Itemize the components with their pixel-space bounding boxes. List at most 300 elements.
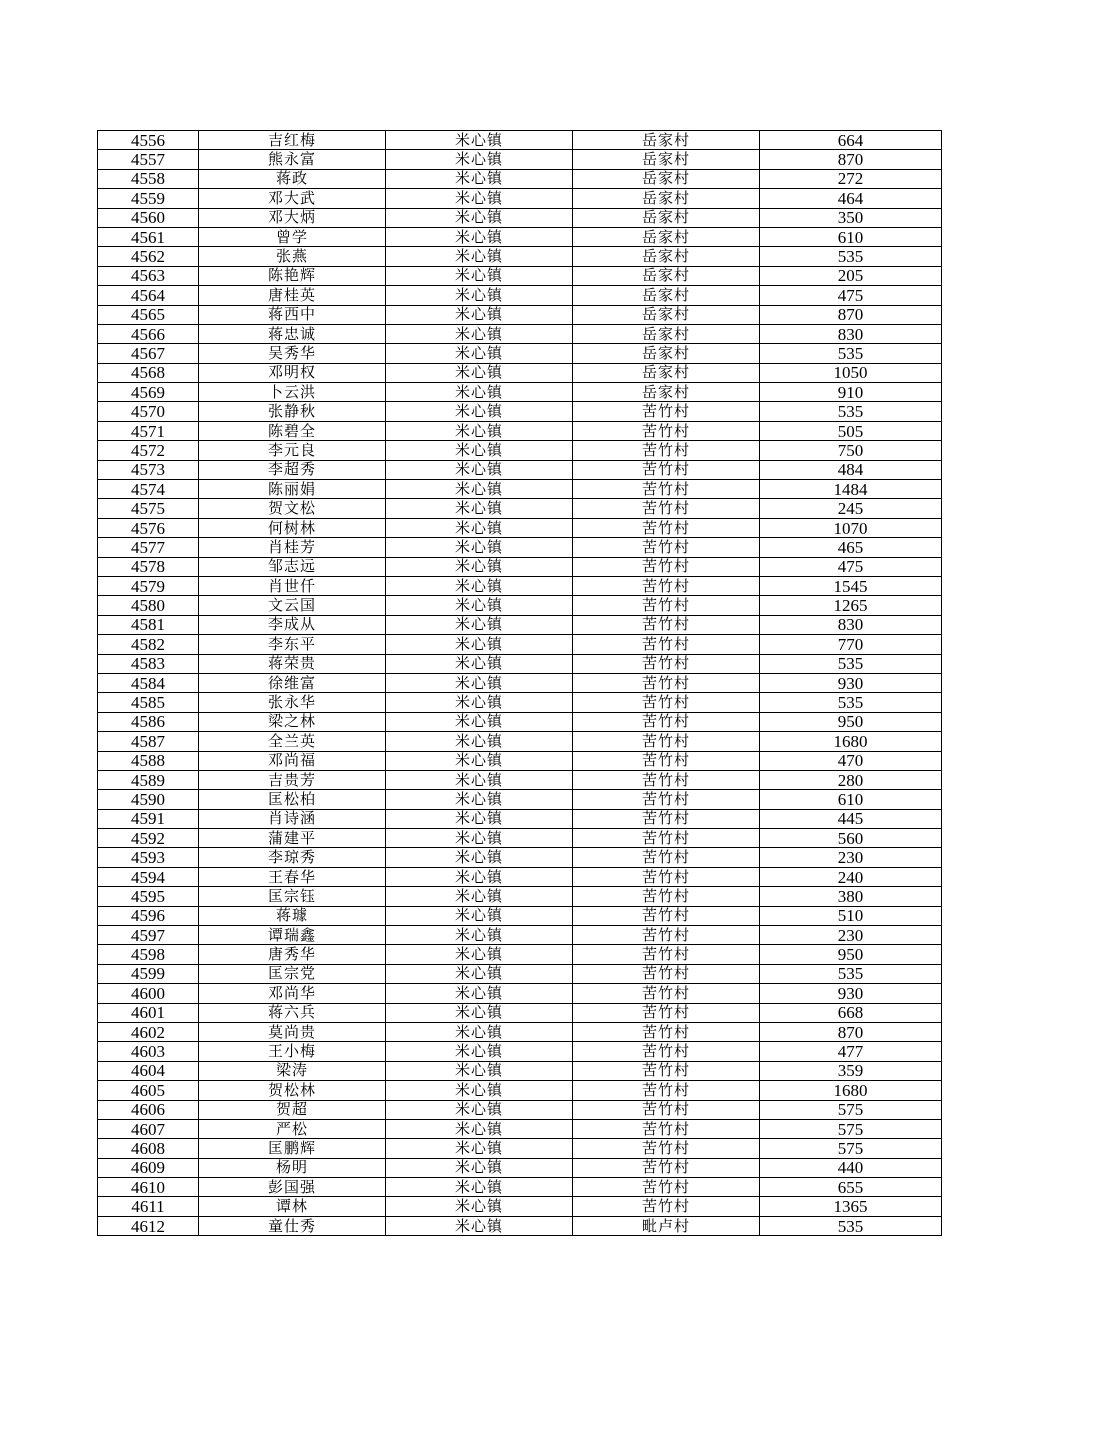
table-row bbox=[98, 227, 942, 246]
amount-cell: 1484 bbox=[760, 480, 942, 499]
amount-cell: 440 bbox=[760, 1158, 942, 1177]
row-id-cell: 4591 bbox=[98, 809, 199, 828]
amount-cell: 575 bbox=[760, 1119, 942, 1138]
village-cell: 苦竹村 bbox=[573, 829, 760, 848]
town-cell: 米心镇 bbox=[386, 751, 573, 770]
name-cell: 陈丽娟 bbox=[199, 480, 386, 499]
town-cell: 米心镇 bbox=[386, 635, 573, 654]
town-cell: 米心镇 bbox=[386, 441, 573, 460]
table-row bbox=[98, 1042, 942, 1061]
table-row bbox=[98, 1158, 942, 1177]
village-cell: 苦竹村 bbox=[573, 1061, 760, 1080]
village-cell: 岳家村 bbox=[573, 150, 760, 169]
row-id-cell: 4597 bbox=[98, 926, 199, 945]
town-cell: 米心镇 bbox=[386, 673, 573, 692]
amount-cell: 350 bbox=[760, 208, 942, 227]
village-cell: 苦竹村 bbox=[573, 615, 760, 634]
row-id-cell: 4580 bbox=[98, 596, 199, 615]
name-cell: 张燕 bbox=[199, 247, 386, 266]
row-id-cell: 4577 bbox=[98, 538, 199, 557]
village-cell: 苦竹村 bbox=[573, 770, 760, 789]
amount-cell: 1265 bbox=[760, 596, 942, 615]
village-cell: 苦竹村 bbox=[573, 460, 760, 479]
row-id-cell: 4601 bbox=[98, 1003, 199, 1022]
table-row bbox=[98, 751, 942, 770]
village-cell: 苦竹村 bbox=[573, 964, 760, 983]
row-id-cell: 4563 bbox=[98, 266, 199, 285]
amount-cell: 610 bbox=[760, 227, 942, 246]
village-cell: 苦竹村 bbox=[573, 441, 760, 460]
amount-cell: 477 bbox=[760, 1042, 942, 1061]
name-cell: 李成从 bbox=[199, 615, 386, 634]
row-id-cell: 4587 bbox=[98, 732, 199, 751]
village-cell: 岳家村 bbox=[573, 383, 760, 402]
town-cell: 米心镇 bbox=[386, 1081, 573, 1100]
village-cell: 苦竹村 bbox=[573, 673, 760, 692]
table-row bbox=[98, 906, 942, 925]
name-cell: 彭国强 bbox=[199, 1178, 386, 1197]
name-cell: 匡宗党 bbox=[199, 964, 386, 983]
table-row bbox=[98, 848, 942, 867]
table-row bbox=[98, 499, 942, 518]
row-id-cell: 4574 bbox=[98, 480, 199, 499]
row-id-cell: 4592 bbox=[98, 829, 199, 848]
town-cell: 米心镇 bbox=[386, 576, 573, 595]
village-cell: 苦竹村 bbox=[573, 732, 760, 751]
row-id-cell: 4576 bbox=[98, 518, 199, 537]
town-cell: 米心镇 bbox=[386, 1119, 573, 1138]
table-row bbox=[98, 829, 942, 848]
name-cell: 贺松林 bbox=[199, 1081, 386, 1100]
village-cell: 岳家村 bbox=[573, 169, 760, 188]
table-row bbox=[98, 673, 942, 692]
town-cell: 米心镇 bbox=[386, 480, 573, 499]
row-id-cell: 4567 bbox=[98, 344, 199, 363]
table-row bbox=[98, 693, 942, 712]
row-id-cell: 4560 bbox=[98, 208, 199, 227]
name-cell: 熊永富 bbox=[199, 150, 386, 169]
village-cell: 苦竹村 bbox=[573, 1081, 760, 1100]
town-cell: 米心镇 bbox=[386, 945, 573, 964]
village-cell: 苦竹村 bbox=[573, 1119, 760, 1138]
town-cell: 米心镇 bbox=[386, 402, 573, 421]
table-row bbox=[98, 1061, 942, 1080]
amount-cell: 464 bbox=[760, 189, 942, 208]
table-row bbox=[98, 712, 942, 731]
town-cell: 米心镇 bbox=[386, 421, 573, 440]
town-cell: 米心镇 bbox=[386, 693, 573, 712]
village-cell: 苦竹村 bbox=[573, 499, 760, 518]
amount-cell: 770 bbox=[760, 635, 942, 654]
amount-cell: 910 bbox=[760, 383, 942, 402]
table-row bbox=[98, 635, 942, 654]
name-cell: 谭瑞鑫 bbox=[199, 926, 386, 945]
table-row bbox=[98, 286, 942, 305]
amount-cell: 380 bbox=[760, 887, 942, 906]
town-cell: 米心镇 bbox=[386, 305, 573, 324]
amount-cell: 475 bbox=[760, 557, 942, 576]
row-id-cell: 4596 bbox=[98, 906, 199, 925]
row-id-cell: 4573 bbox=[98, 460, 199, 479]
name-cell: 曾学 bbox=[199, 227, 386, 246]
row-id-cell: 4569 bbox=[98, 383, 199, 402]
table-row bbox=[98, 1119, 942, 1138]
town-cell: 米心镇 bbox=[386, 964, 573, 983]
village-cell: 苦竹村 bbox=[573, 538, 760, 557]
name-cell: 张永华 bbox=[199, 693, 386, 712]
row-id-cell: 4595 bbox=[98, 887, 199, 906]
amount-cell: 610 bbox=[760, 790, 942, 809]
name-cell: 邹志远 bbox=[199, 557, 386, 576]
town-cell: 米心镇 bbox=[386, 557, 573, 576]
name-cell: 肖桂芳 bbox=[199, 538, 386, 557]
amount-cell: 535 bbox=[760, 1216, 942, 1235]
amount-cell: 930 bbox=[760, 673, 942, 692]
name-cell: 蒋璩 bbox=[199, 906, 386, 925]
table-row bbox=[98, 189, 942, 208]
town-cell: 米心镇 bbox=[386, 208, 573, 227]
table-row bbox=[98, 1216, 942, 1235]
name-cell: 李元良 bbox=[199, 441, 386, 460]
row-id-cell: 4604 bbox=[98, 1061, 199, 1080]
records-table bbox=[97, 130, 942, 1236]
amount-cell: 535 bbox=[760, 344, 942, 363]
name-cell: 蒋荣贵 bbox=[199, 654, 386, 673]
town-cell: 米心镇 bbox=[386, 538, 573, 557]
town-cell: 米心镇 bbox=[386, 499, 573, 518]
village-cell: 苦竹村 bbox=[573, 557, 760, 576]
name-cell: 陈碧全 bbox=[199, 421, 386, 440]
name-cell: 邓大武 bbox=[199, 189, 386, 208]
town-cell: 米心镇 bbox=[386, 1158, 573, 1177]
town-cell: 米心镇 bbox=[386, 1061, 573, 1080]
name-cell: 全兰英 bbox=[199, 732, 386, 751]
town-cell: 米心镇 bbox=[386, 867, 573, 886]
name-cell: 吉贵芳 bbox=[199, 770, 386, 789]
row-id-cell: 4566 bbox=[98, 324, 199, 343]
table-row bbox=[98, 964, 942, 983]
amount-cell: 950 bbox=[760, 712, 942, 731]
row-id-cell: 4583 bbox=[98, 654, 199, 673]
amount-cell: 272 bbox=[760, 169, 942, 188]
name-cell: 匡鹏辉 bbox=[199, 1139, 386, 1158]
village-cell: 苦竹村 bbox=[573, 945, 760, 964]
table-row bbox=[98, 266, 942, 285]
village-cell: 岳家村 bbox=[573, 131, 760, 150]
name-cell: 李东平 bbox=[199, 635, 386, 654]
town-cell: 米心镇 bbox=[386, 887, 573, 906]
table-row bbox=[98, 770, 942, 789]
village-cell: 苦竹村 bbox=[573, 1139, 760, 1158]
amount-cell: 205 bbox=[760, 266, 942, 285]
village-cell: 苦竹村 bbox=[573, 654, 760, 673]
amount-cell: 664 bbox=[760, 131, 942, 150]
table-row bbox=[98, 480, 942, 499]
village-cell: 苦竹村 bbox=[573, 1158, 760, 1177]
table-row bbox=[98, 383, 942, 402]
amount-cell: 950 bbox=[760, 945, 942, 964]
row-id-cell: 4609 bbox=[98, 1158, 199, 1177]
table-row bbox=[98, 208, 942, 227]
amount-cell: 668 bbox=[760, 1003, 942, 1022]
table-row bbox=[98, 247, 942, 266]
table-row bbox=[98, 732, 942, 751]
village-cell: 苦竹村 bbox=[573, 790, 760, 809]
table-row bbox=[98, 1197, 942, 1216]
row-id-cell: 4608 bbox=[98, 1139, 199, 1158]
table-row bbox=[98, 1081, 942, 1100]
amount-cell: 230 bbox=[760, 848, 942, 867]
village-cell: 岳家村 bbox=[573, 208, 760, 227]
town-cell: 米心镇 bbox=[386, 790, 573, 809]
town-cell: 米心镇 bbox=[386, 460, 573, 479]
town-cell: 米心镇 bbox=[386, 169, 573, 188]
name-cell: 邓尚华 bbox=[199, 984, 386, 1003]
name-cell: 吉红梅 bbox=[199, 131, 386, 150]
amount-cell: 245 bbox=[760, 499, 942, 518]
village-cell: 岳家村 bbox=[573, 266, 760, 285]
village-cell: 苦竹村 bbox=[573, 421, 760, 440]
amount-cell: 575 bbox=[760, 1100, 942, 1119]
row-id-cell: 4570 bbox=[98, 402, 199, 421]
town-cell: 米心镇 bbox=[386, 1003, 573, 1022]
village-cell: 苦竹村 bbox=[573, 867, 760, 886]
table-row bbox=[98, 150, 942, 169]
village-cell: 苦竹村 bbox=[573, 887, 760, 906]
row-id-cell: 4607 bbox=[98, 1119, 199, 1138]
amount-cell: 280 bbox=[760, 770, 942, 789]
amount-cell: 465 bbox=[760, 538, 942, 557]
town-cell: 米心镇 bbox=[386, 266, 573, 285]
name-cell: 严松 bbox=[199, 1119, 386, 1138]
amount-cell: 655 bbox=[760, 1178, 942, 1197]
amount-cell: 475 bbox=[760, 286, 942, 305]
row-id-cell: 4600 bbox=[98, 984, 199, 1003]
row-id-cell: 4599 bbox=[98, 964, 199, 983]
name-cell: 蒋忠诚 bbox=[199, 324, 386, 343]
name-cell: 张静秋 bbox=[199, 402, 386, 421]
village-cell: 苦竹村 bbox=[573, 576, 760, 595]
row-id-cell: 4590 bbox=[98, 790, 199, 809]
amount-cell: 510 bbox=[760, 906, 942, 925]
amount-cell: 1680 bbox=[760, 1081, 942, 1100]
row-id-cell: 4562 bbox=[98, 247, 199, 266]
amount-cell: 930 bbox=[760, 984, 942, 1003]
name-cell: 李琼秀 bbox=[199, 848, 386, 867]
table-body bbox=[98, 131, 942, 1236]
town-cell: 米心镇 bbox=[386, 247, 573, 266]
table-row bbox=[98, 615, 942, 634]
village-cell: 苦竹村 bbox=[573, 809, 760, 828]
name-cell: 蒋六兵 bbox=[199, 1003, 386, 1022]
town-cell: 米心镇 bbox=[386, 1216, 573, 1235]
village-cell: 苦竹村 bbox=[573, 926, 760, 945]
amount-cell: 359 bbox=[760, 1061, 942, 1080]
town-cell: 米心镇 bbox=[386, 324, 573, 343]
town-cell: 米心镇 bbox=[386, 654, 573, 673]
village-cell: 苦竹村 bbox=[573, 518, 760, 537]
row-id-cell: 4602 bbox=[98, 1022, 199, 1041]
table-row bbox=[98, 169, 942, 188]
name-cell: 邓尚福 bbox=[199, 751, 386, 770]
amount-cell: 230 bbox=[760, 926, 942, 945]
table-row bbox=[98, 538, 942, 557]
amount-cell: 505 bbox=[760, 421, 942, 440]
town-cell: 米心镇 bbox=[386, 1197, 573, 1216]
town-cell: 米心镇 bbox=[386, 131, 573, 150]
table-row bbox=[98, 1139, 942, 1158]
table-row bbox=[98, 1100, 942, 1119]
name-cell: 莫尚贵 bbox=[199, 1022, 386, 1041]
row-id-cell: 4606 bbox=[98, 1100, 199, 1119]
name-cell: 肖诗涵 bbox=[199, 809, 386, 828]
town-cell: 米心镇 bbox=[386, 926, 573, 945]
amount-cell: 470 bbox=[760, 751, 942, 770]
village-cell: 岳家村 bbox=[573, 227, 760, 246]
amount-cell: 1680 bbox=[760, 732, 942, 751]
row-id-cell: 4564 bbox=[98, 286, 199, 305]
village-cell: 苦竹村 bbox=[573, 596, 760, 615]
town-cell: 米心镇 bbox=[386, 286, 573, 305]
town-cell: 米心镇 bbox=[386, 596, 573, 615]
table-row bbox=[98, 518, 942, 537]
name-cell: 陈艳辉 bbox=[199, 266, 386, 285]
table-row bbox=[98, 790, 942, 809]
town-cell: 米心镇 bbox=[386, 1139, 573, 1158]
amount-cell: 535 bbox=[760, 247, 942, 266]
row-id-cell: 4612 bbox=[98, 1216, 199, 1235]
town-cell: 米心镇 bbox=[386, 1178, 573, 1197]
row-id-cell: 4603 bbox=[98, 1042, 199, 1061]
name-cell: 王小梅 bbox=[199, 1042, 386, 1061]
amount-cell: 1545 bbox=[760, 576, 942, 595]
amount-cell: 830 bbox=[760, 615, 942, 634]
town-cell: 米心镇 bbox=[386, 344, 573, 363]
village-cell: 苦竹村 bbox=[573, 984, 760, 1003]
town-cell: 米心镇 bbox=[386, 1100, 573, 1119]
name-cell: 杨明 bbox=[199, 1158, 386, 1177]
town-cell: 米心镇 bbox=[386, 383, 573, 402]
table-row bbox=[98, 887, 942, 906]
village-cell: 苦竹村 bbox=[573, 848, 760, 867]
name-cell: 文云国 bbox=[199, 596, 386, 615]
village-cell: 苦竹村 bbox=[573, 1042, 760, 1061]
row-id-cell: 4593 bbox=[98, 848, 199, 867]
row-id-cell: 4582 bbox=[98, 635, 199, 654]
row-id-cell: 4578 bbox=[98, 557, 199, 576]
table-row bbox=[98, 421, 942, 440]
town-cell: 米心镇 bbox=[386, 518, 573, 537]
town-cell: 米心镇 bbox=[386, 227, 573, 246]
table-row bbox=[98, 557, 942, 576]
amount-cell: 870 bbox=[760, 1022, 942, 1041]
town-cell: 米心镇 bbox=[386, 712, 573, 731]
table-row bbox=[98, 402, 942, 421]
name-cell: 卜云洪 bbox=[199, 383, 386, 402]
village-cell: 苦竹村 bbox=[573, 480, 760, 499]
name-cell: 吴秀华 bbox=[199, 344, 386, 363]
amount-cell: 1365 bbox=[760, 1197, 942, 1216]
village-cell: 毗卢村 bbox=[573, 1216, 760, 1235]
village-cell: 苦竹村 bbox=[573, 402, 760, 421]
amount-cell: 830 bbox=[760, 324, 942, 343]
row-id-cell: 4572 bbox=[98, 441, 199, 460]
village-cell: 苦竹村 bbox=[573, 751, 760, 770]
name-cell: 肖世仟 bbox=[199, 576, 386, 595]
village-cell: 苦竹村 bbox=[573, 906, 760, 925]
row-id-cell: 4598 bbox=[98, 945, 199, 964]
row-id-cell: 4579 bbox=[98, 576, 199, 595]
row-id-cell: 4584 bbox=[98, 673, 199, 692]
name-cell: 童仕秀 bbox=[199, 1216, 386, 1235]
table-row bbox=[98, 984, 942, 1003]
town-cell: 米心镇 bbox=[386, 809, 573, 828]
town-cell: 米心镇 bbox=[386, 848, 573, 867]
amount-cell: 535 bbox=[760, 402, 942, 421]
row-id-cell: 4586 bbox=[98, 712, 199, 731]
amount-cell: 750 bbox=[760, 441, 942, 460]
table-row bbox=[98, 1003, 942, 1022]
table-row bbox=[98, 867, 942, 886]
row-id-cell: 4559 bbox=[98, 189, 199, 208]
name-cell: 贺文松 bbox=[199, 499, 386, 518]
name-cell: 徐维富 bbox=[199, 673, 386, 692]
name-cell: 王春华 bbox=[199, 867, 386, 886]
town-cell: 米心镇 bbox=[386, 732, 573, 751]
table-row bbox=[98, 305, 942, 324]
row-id-cell: 4611 bbox=[98, 1197, 199, 1216]
amount-cell: 560 bbox=[760, 829, 942, 848]
name-cell: 梁涛 bbox=[199, 1061, 386, 1080]
name-cell: 匡松柏 bbox=[199, 790, 386, 809]
amount-cell: 1050 bbox=[760, 363, 942, 382]
row-id-cell: 4571 bbox=[98, 421, 199, 440]
table-row bbox=[98, 1022, 942, 1041]
village-cell: 岳家村 bbox=[573, 305, 760, 324]
table-row bbox=[98, 324, 942, 343]
amount-cell: 575 bbox=[760, 1139, 942, 1158]
name-cell: 何树林 bbox=[199, 518, 386, 537]
town-cell: 米心镇 bbox=[386, 150, 573, 169]
town-cell: 米心镇 bbox=[386, 189, 573, 208]
village-cell: 苦竹村 bbox=[573, 693, 760, 712]
table-row bbox=[98, 441, 942, 460]
name-cell: 邓大炳 bbox=[199, 208, 386, 227]
row-id-cell: 4585 bbox=[98, 693, 199, 712]
row-id-cell: 4589 bbox=[98, 770, 199, 789]
amount-cell: 240 bbox=[760, 867, 942, 886]
village-cell: 苦竹村 bbox=[573, 1100, 760, 1119]
row-id-cell: 4568 bbox=[98, 363, 199, 382]
village-cell: 岳家村 bbox=[573, 324, 760, 343]
village-cell: 岳家村 bbox=[573, 189, 760, 208]
village-cell: 岳家村 bbox=[573, 286, 760, 305]
row-id-cell: 4558 bbox=[98, 169, 199, 188]
town-cell: 米心镇 bbox=[386, 984, 573, 1003]
village-cell: 苦竹村 bbox=[573, 635, 760, 654]
amount-cell: 445 bbox=[760, 809, 942, 828]
village-cell: 苦竹村 bbox=[573, 1197, 760, 1216]
row-id-cell: 4575 bbox=[98, 499, 199, 518]
table-row bbox=[98, 131, 942, 150]
name-cell: 谭林 bbox=[199, 1197, 386, 1216]
village-cell: 苦竹村 bbox=[573, 1178, 760, 1197]
table-row bbox=[98, 363, 942, 382]
village-cell: 岳家村 bbox=[573, 247, 760, 266]
name-cell: 贺超 bbox=[199, 1100, 386, 1119]
table-row bbox=[98, 344, 942, 363]
table-row bbox=[98, 945, 942, 964]
